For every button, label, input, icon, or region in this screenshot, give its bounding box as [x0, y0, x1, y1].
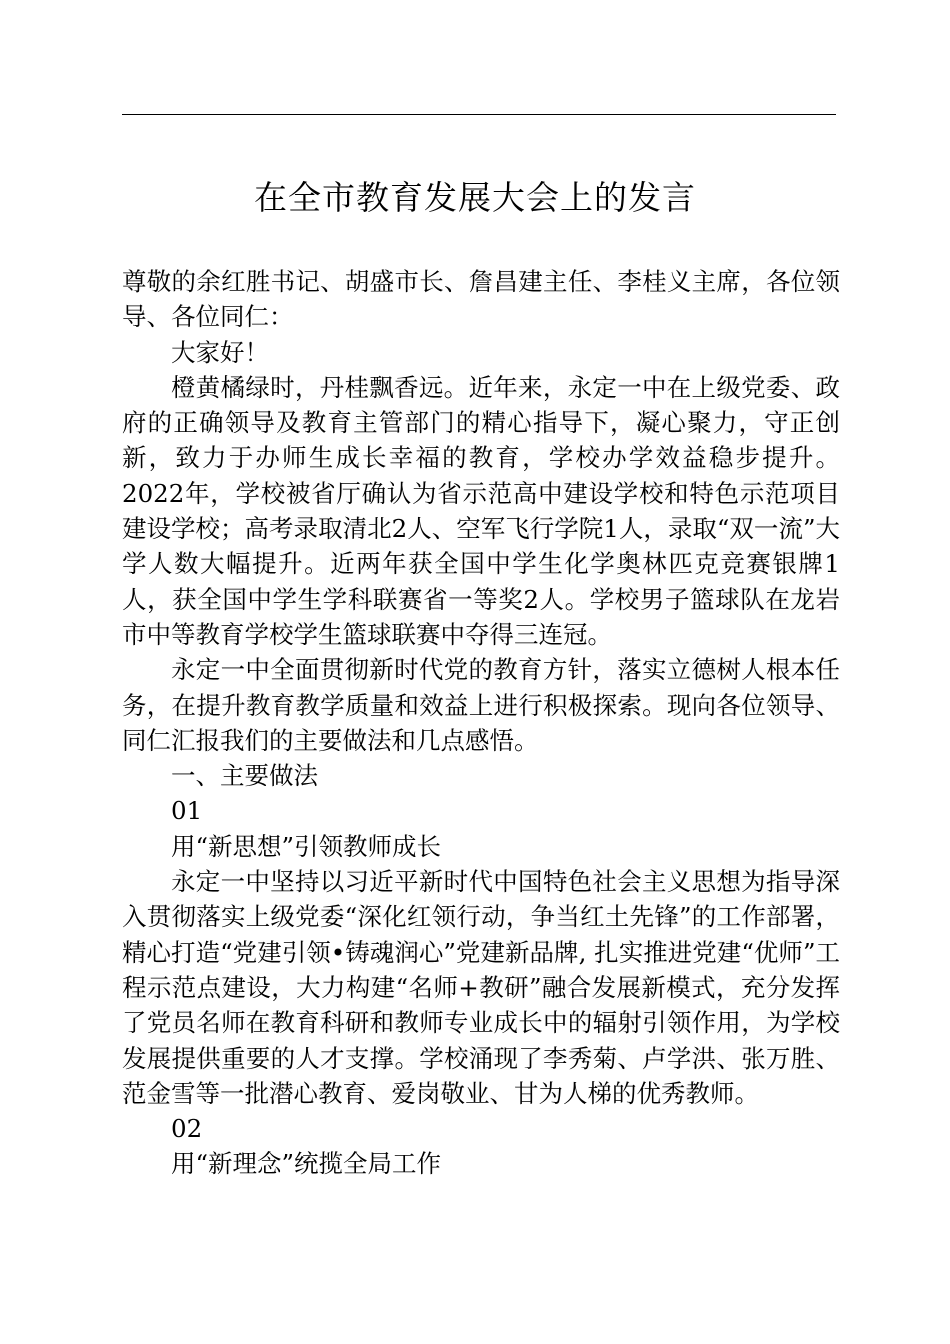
item-heading-new-thought: 用“新思想”引领教师成长: [171, 831, 442, 861]
section-heading-main-practices: 一、主要做法: [171, 761, 318, 791]
document-title: 在全市教育发展大会上的发言: [254, 178, 696, 217]
paragraph-party-building: 永定一中坚持以习近平新时代中国特色社会主义思想为指导深入贯彻落实上级党委“深化红领行动，争当红土先锋”的工作部署，精心打造“党建引领•铸魂润心”党建新品牌, 扎实推进党建“优师”工程示范点建设，大力构建“名师+教研”融合发展新模式，充分发挥了党员名师在教育科研和教师专业成长中的辐射引领作用，为学校发展提供重要的人才支撑。学校涌现了李秀菊、卢学洪、张万胜、范金雪等一批潜心教育、爱岗敬业、甘为人梯的优秀教师。: [122, 867, 840, 1108]
item-number-02: 02: [171, 1114, 203, 1144]
item-number-01: 01: [171, 796, 203, 826]
paragraph-greeting: 大家好！: [171, 337, 269, 367]
paragraph-achievements: 橙黄橘绿时，丹桂飘香远。近年来，永定一中在上级党委、政府的正确领导及教育主管部门的精心指导下，凝心聚力，守正创新，致力于办师生成长幸福的教育，学校办学效益稳步提升。2022年，学校被省厅确认为省示范高中建设学校和特色示范项目建设学校；高考录取清北2人、空军飞行学院1人，录取“双一流”大学人数大幅提升。近两年获全国中学生化学奥林匹克竞赛银牌1人，获全国中学生学科联赛省一等奖2人。学校男子篮球队在龙岩市中等教育学校学生篮球联赛中夺得三连冠。: [122, 372, 840, 649]
paragraph-salutation: 尊敬的余红胜书记、胡盛市长、詹昌建主任、李桂义主席，各位领导、各位同仁：: [122, 267, 840, 332]
document-body: [122, 264, 840, 1182]
item-heading-new-concept: 用“新理念”统揽全局工作: [171, 1149, 442, 1179]
header-rule: [122, 114, 836, 115]
paragraph-introduction: 永定一中全面贯彻新时代党的教育方针，落实立德树人根本任务，在提升教育教学质量和效益上进行积极探索。现向各位领导、同仁汇报我们的主要做法和几点感悟。: [122, 655, 840, 755]
